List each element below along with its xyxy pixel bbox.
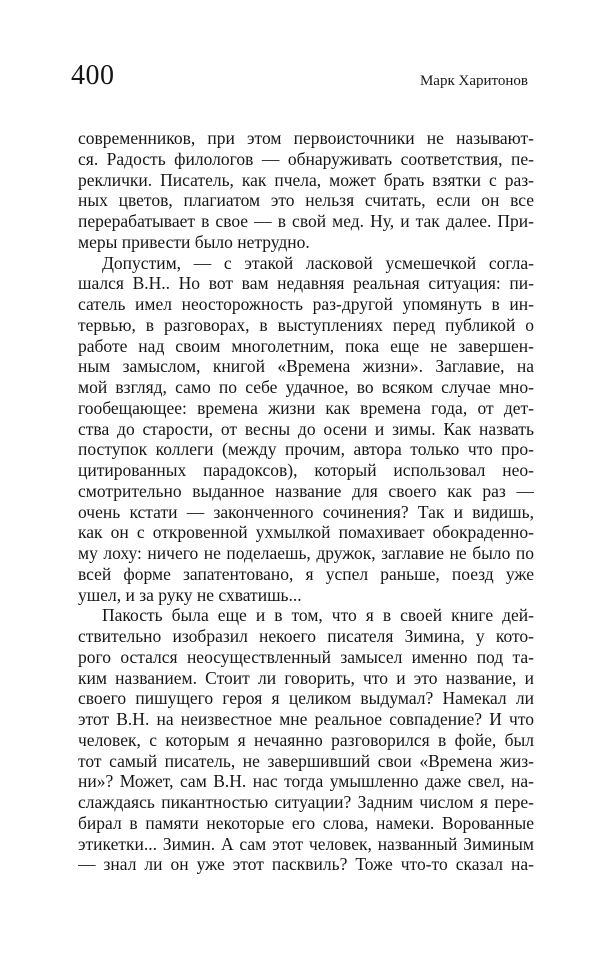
text-line: слаждаясь пикантностью ситуации? Задним числом я пере- [78,792,534,812]
text-line: очень кстати — законченного сочинения? Так и видишь, [78,501,534,522]
text-line: ства до старости, от весны до осени и зимы. Как назвать [78,418,534,439]
text-line: — знал ли он уже этот пасквиль? Тоже что-то сказал на- [78,854,534,875]
text-line: всей форме запатентовано, я успел раньше, поезд уже [78,563,534,584]
text-line: тервью, в разговорах, в выступлениях перед публикой о [78,314,534,335]
text-line: тот самый писатель, не завершивший свои «Времена жиз- [78,750,534,771]
text-line: меры привести было нетрудно. [78,231,310,252]
text-line: поступок коллеги (между прочим, автора только что про- [78,439,534,460]
text-line: шался В.Н.. Но вот вам недавняя реальная ситуация: пи- [78,273,534,294]
text-line: ким названием. Стоит ли говорить, что и это название, и [78,667,534,688]
text-line: сатель имел неосторожность раз-другой упомянуть в ин- [78,294,534,314]
text-line: Допустим, — с этакой ласковой усмешечкой согла- [102,252,534,273]
text-line: бирал в памяти некоторые его слова, намеки. Ворованные [78,812,534,833]
text-line: ни»? Может, сам В.Н. нас тогда умышленно даже свел, на- [78,771,534,792]
text-line: работе над своим многолетним, пока еще не завершен- [78,335,534,356]
text-line: му лоху: ничего не поделаешь, дружок, заглавие не было по [78,543,534,563]
text-line: ных цветов, плагиатом это нельзя считать, если он все [78,190,534,211]
text-line: ушел, и за руку не схватишь... [78,584,302,605]
page-number: 400 [71,60,115,91]
text-line: этикетки... Зимин. А сам этот человек, названный Зиминым [78,833,534,854]
text-line: мой взгляд, само по себе удачное, во всяком случае мно- [78,377,534,397]
running-head-author: Марк Харитонов [419,73,528,89]
text-block [78,128,534,875]
text-line: цитированных парадоксов), который использовал нео- [78,460,534,480]
text-line: как он с откровенной ухмылкой помахивает обокраденно- [78,522,534,543]
text-line: реклички. Писатель, как пчела, может брать взятки с раз- [78,169,534,190]
text-line: перерабатывает в свое — в свой мед. Ну, и так далее. При- [78,211,534,231]
text-line: современников, при этом первоисточники не называют- [78,128,534,148]
text-line: ствительно изобразил некоего писателя Зимина, у кото- [78,626,534,646]
text-line: ным замыслом, книгой «Времена жизни». Заглавие, на [78,356,534,377]
text-line: этот В.Н. на неизвестное мне реальное совпадение? И что [78,709,534,729]
text-line: Пакость была еще и в том, что я в своей книге дей- [102,605,534,626]
text-line: ся. Радость филологов — обнаруживать соответствия, пе- [78,148,534,169]
text-line: смотрительно выданное название для своего как раз — [78,480,534,501]
text-line: человек, с которым я нечаянно разговорился в фойе, был [78,729,534,750]
text-line: гообещающее: времена жизни как времена года, от дет- [78,397,534,418]
text-line: рого остался неосуществленный замысел именно под та- [78,646,534,667]
text-line: своего пишущего героя я целиком выдумал? Намекал ли [78,688,534,709]
